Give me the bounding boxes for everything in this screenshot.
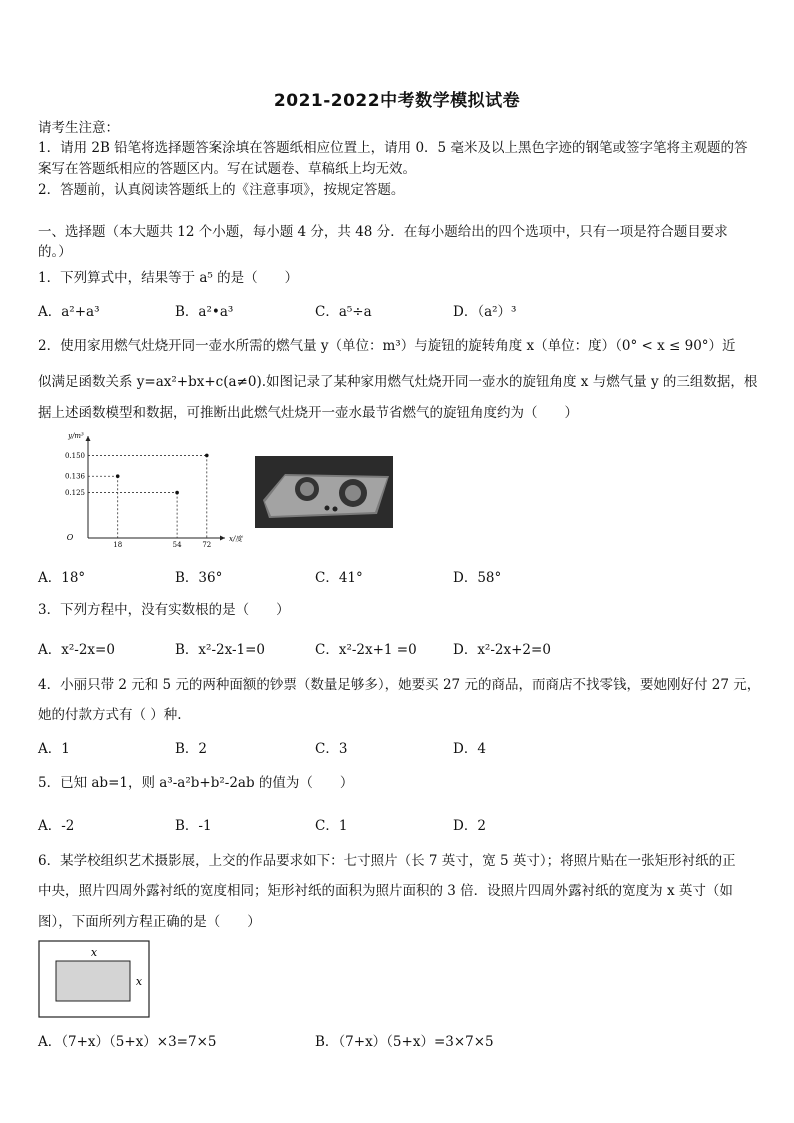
q1-options <box>38 300 758 320</box>
frame-label-top: x <box>90 946 98 959</box>
q4-option-b[interactable]: B．2 <box>175 741 208 757</box>
section-heading-b: 的。） <box>38 244 72 260</box>
q5-options <box>38 814 758 834</box>
q2-scatter-chart <box>40 428 243 553</box>
section-heading-a: 一、选择题（本大题共 12 个小题，每小题 4 分，共 48 分．在每小题给出的四个选项中，只有一项是符合题目要求 <box>38 224 728 240</box>
q3-option-a[interactable]: A．x²-2x=0 <box>38 642 115 658</box>
q4-options <box>38 737 758 757</box>
x-tick-label: 18 <box>113 541 123 549</box>
q1-stem: 1．下列算式中，结果等于 a⁵ 的是（ ） <box>38 270 299 286</box>
x-tick-label: 72 <box>202 541 212 549</box>
notice-item-2: 2．答题前，认真阅读答题纸上的《注意事项》，按规定答题。 <box>38 182 405 198</box>
q4-line-1: 4．小丽只带 2 元和 5 元的两种面额的钞票（数量足够多），她要买 27 元的商品，而商店不找零钱，要她刚好付 27 元， <box>38 677 761 693</box>
q6-line-1: 6．某学校组织艺术摄影展，上交的作品要求如下：七寸照片（长 7 英寸，宽 5 英寸）；将照片贴在一张矩形衬纸的正 <box>38 853 736 869</box>
data-point <box>205 454 209 458</box>
y-axis-arrow <box>86 436 91 441</box>
q2-line-2: 似满足函数关系 y=ax²+bx+c(a≠0).如图记录了某种家用燃气灶烧开同一壶水的旋钮角度 x 与燃气量 y 的三组数据，根 <box>38 374 758 390</box>
q6-line-3: 图），下面所列方程正确的是（ ） <box>38 914 261 930</box>
q6-options <box>38 1030 758 1050</box>
x-tick-label: 54 <box>172 541 182 549</box>
q5-stem: 5．已知 ab=1，则 a³-a²b+b²-2ab 的值为（ ） <box>38 775 354 791</box>
q3-option-b[interactable]: B．x²-2x-1=0 <box>175 642 266 658</box>
q4-line-2: 她的付款方式有（ ）种. <box>38 707 182 723</box>
page-title: 2021-2022中考数学模拟试卷 <box>273 91 521 111</box>
q1-option-d[interactable]: D．（a²）³ <box>453 304 517 320</box>
q2-line-3: 据上述函数模型和数据，可推断出此燃气灶烧开一壶水最节省燃气的旋钮角度约为（ ） <box>38 405 578 421</box>
q2-options <box>38 566 758 586</box>
q3-option-d[interactable]: D．x²-2x+2=0 <box>453 642 551 658</box>
gas-stove-photo <box>255 456 393 528</box>
q2-option-c[interactable]: C．41° <box>315 570 363 586</box>
x-axis-arrow <box>220 536 225 541</box>
q4-option-d[interactable]: D．4 <box>453 741 486 757</box>
q5-option-a[interactable]: A．-2 <box>38 818 75 834</box>
q3-options <box>38 638 758 658</box>
y-tick-label: 0.125 <box>64 489 85 498</box>
y-tick-label: 0.136 <box>64 472 85 481</box>
data-point <box>175 491 179 495</box>
q6-option-a[interactable]: A．（7+x）（5+x）×3=7×5 <box>38 1034 217 1050</box>
q4-option-a[interactable]: A．1 <box>38 741 70 757</box>
photo-rect <box>56 961 130 1001</box>
q1-option-c[interactable]: C．a⁵÷a <box>315 304 372 320</box>
q6-photo-frame-diagram <box>38 940 150 1018</box>
q2-option-a[interactable]: A．18° <box>38 570 86 586</box>
notice-heading: 请考生注意： <box>38 120 119 136</box>
q2-option-b[interactable]: B．36° <box>175 570 223 586</box>
q1-option-b[interactable]: B．a²•a³ <box>175 304 234 320</box>
q3-stem: 3．下列方程中，没有实数根的是（ ） <box>38 602 290 618</box>
q2-option-d[interactable]: D．58° <box>453 570 502 586</box>
q1-option-a[interactable]: A．a²+a³ <box>38 304 100 320</box>
q4-option-c[interactable]: C．3 <box>315 741 348 757</box>
q5-option-c[interactable]: C．1 <box>315 818 348 834</box>
x-axis-label: x/度 <box>229 535 243 543</box>
q6-line-2: 中央，照片四周外露衬纸的宽度相同；矩形衬纸的面积为照片面积的 3 倍．设照片四周外露衬纸的宽度为 x 英寸（如 <box>38 883 733 899</box>
q5-option-b[interactable]: B．-1 <box>175 818 212 834</box>
q3-option-c[interactable]: C．x²-2x+1 =0 <box>315 642 417 658</box>
origin-label: O <box>66 533 74 542</box>
q5-option-d[interactable]: D．2 <box>453 818 486 834</box>
frame-label-right: x <box>135 975 143 988</box>
q2-line-1: 2．使用家用燃气灶烧开同一壶水所需的燃气量 y（单位：m³）与旋钮的旋转角度 x（单位：度）（0° < x ≤ 90°）近 <box>38 338 736 354</box>
y-axis-label: y/m³ <box>68 432 84 440</box>
y-tick-label: 0.150 <box>64 451 85 460</box>
notice-item-1a: 1．请用 2B 铅笔将选择题答案涂填在答题纸相应位置上，请用 0．5 毫米及以上黑色字迹的钢笔或签字笔将主观题的答 <box>38 140 748 156</box>
data-point <box>116 474 120 478</box>
notice-item-1b: 案写在答题纸相应的答题区内。写在试题卷、草稿纸上均无效。 <box>38 161 416 177</box>
q6-option-b[interactable]: B．（7+x）（5+x）=3×7×5 <box>315 1034 494 1050</box>
